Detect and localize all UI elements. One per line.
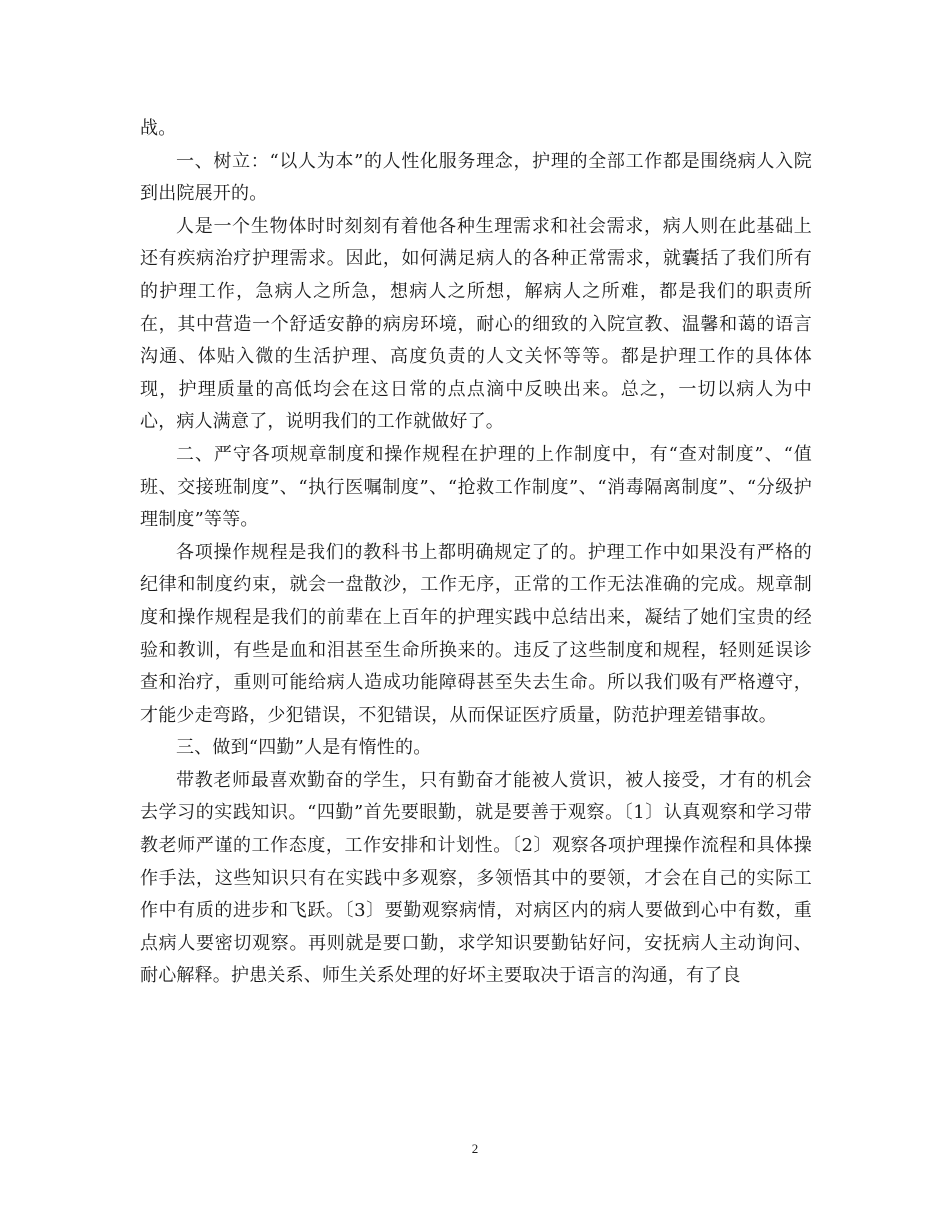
paragraph-4: 二、严守各项规章制度和操作规程在护理的上作制度中，有“查对制度”、“值班、交接班制度”、“执行医嘱制度”、“抢救工作制度”、“消毒隔离制度”、“分级护理制度”等等。: [140, 443, 812, 531]
paragraph-6: 三、做到“四勤”人是有惰性的。: [176, 737, 432, 759]
paragraph-2: 一、树立：“以人为本”的人性化服务理念，护理的全部工作都是围绕病人入院到出院展开的。: [140, 150, 812, 205]
document-body: [140, 113, 812, 993]
page-number: 2: [471, 1141, 479, 1156]
paragraph-1: 战。: [140, 118, 177, 139]
paragraph-5: 各项操作规程是我们的教科书上都明确规定了的。护理工作中如果没有严格的纪律和制度约束，就会一盘散沙，工作无序，正常的工作无法准确的完成。规章制度和操作规程是我们的前辈在上百年的护理实践中总结出来，凝结了她们宝贵的经验和教训，有些是血和泪甚至生命所换来的。违反了这些制度和规程，轻则延误诊查和治疗，重则可能给病人造成功能障碍甚至失去生命。所以我们吸有严格遵守，才能少走弯路，少犯错误，不犯错误，从而保证医疗质量，防范护理差错事故。: [140, 541, 812, 726]
paragraph-3: 人是一个生物体时时刻刻有着他各种生理需求和社会需求，病人则在此基础上还有疾病治疗护理需求。因此，如何满足病人的各种正常需求，就囊括了我们所有的护理工作，急病人之所急，想病人之所想，解病人之所难，都是我们的职责所在，其中营造一个舒适安静的病房环境，耐心的细致的入院宣教、温馨和蔼的语言沟通、体贴入微的生活护理、高度负责的人文关怀等等。都是护理工作的具体体现，护理质量的高低均会在这日常的点点滴中反映出来。总之，一切以病人为中心，病人满意了，说明我们的工作就做好了。: [140, 215, 812, 433]
paragraph-7: 带教老师最喜欢勤奋的学生，只有勤奋才能被人赏识，被人接受，才有的机会去学习的实践知识。“四勤”首先要眼勤，就是要善于观察。〔1〕认真观察和学习带教老师严谨的工作态度，工作安排和计划性。〔2〕观察各项护理操作流程和具体操作手法，这些知识只有在实践中多观察，多领悟其中的要领，才会在自己的实际工作中有质的进步和飞跃。〔3〕要勤观察病情，对病区内的病人要做到心中有数，重点病人要密切观察。再则就是要口勤，求学知识要勤钻好问，安抚病人主动询问、耐心解释。护患关系、师生关系处理的好坏主要取决于语言的沟通，有了良: [140, 769, 812, 987]
